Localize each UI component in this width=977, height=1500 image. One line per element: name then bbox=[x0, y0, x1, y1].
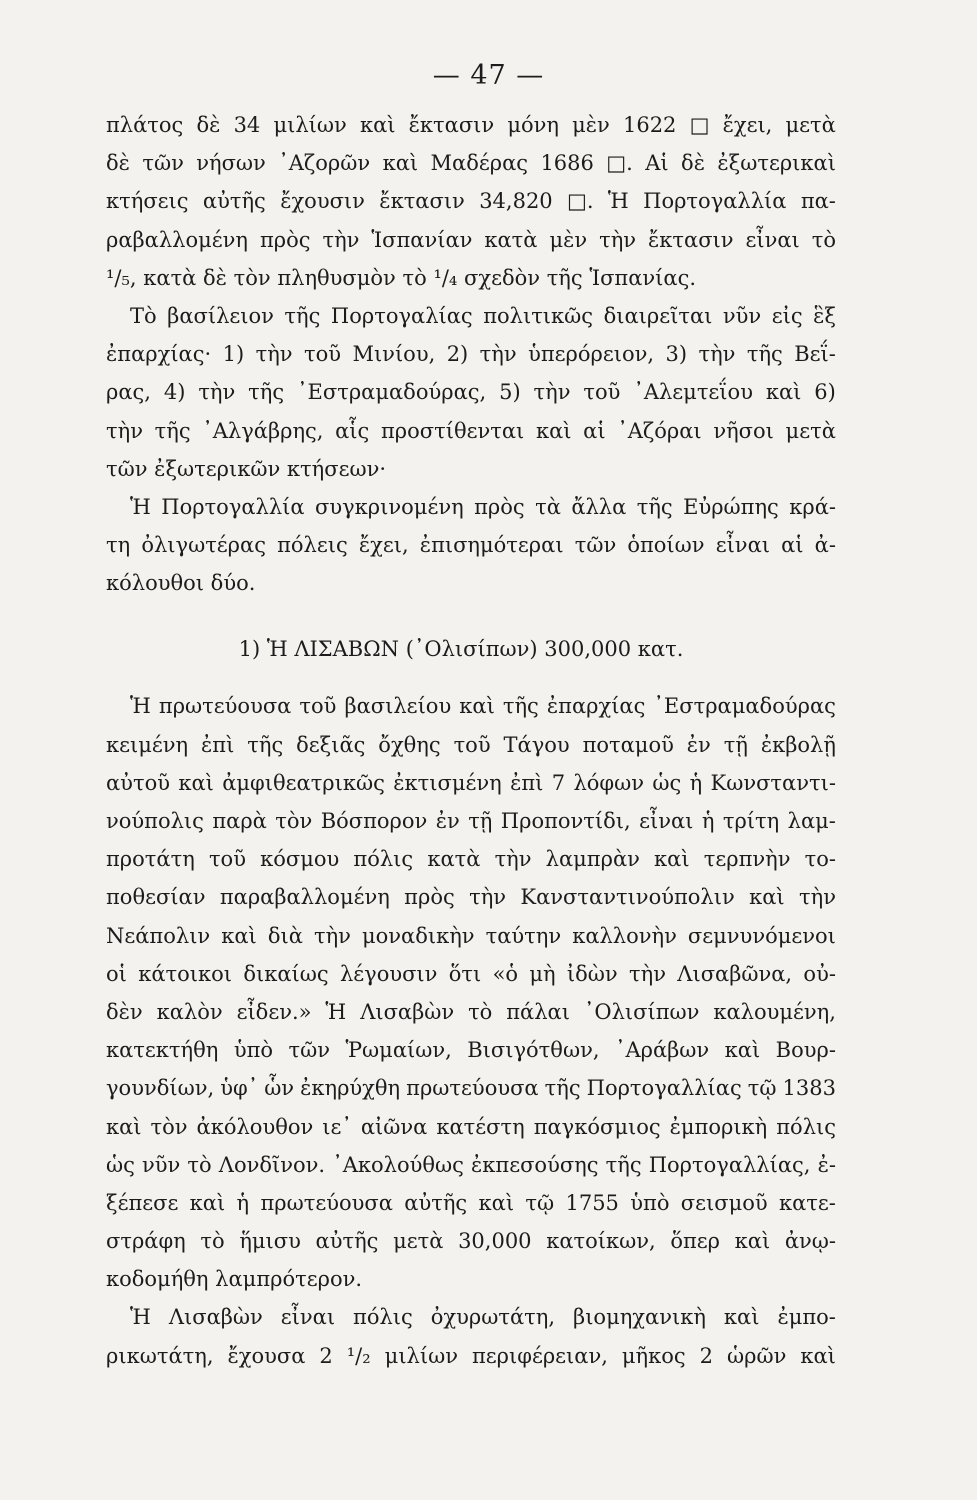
text-line: Τὸ βασίλειον τῆς Πορτογαλίας πολιτικῶς διαιρεῖται νῦν εἰς ἓξ bbox=[130, 303, 836, 328]
text-line: κτήσεις αὐτῆς ἔχουσιν ἔκτασιν 34,820 □. Ἡ Πορτογαλλία πα- bbox=[106, 189, 836, 214]
text-line: τὴν τῆς ᾿Αλγάβρης, αἷς προστίθενται καὶ αἱ ᾿Αζόραι νῆσοι μετὰ bbox=[106, 418, 836, 443]
text-line: Ἡ πρωτεύουσα τοῦ βασιλείου καὶ τῆς ἐπαρχίας ᾿Εστραμαδούρας bbox=[130, 694, 836, 719]
paragraph-lisbon bbox=[106, 693, 836, 1304]
text-line: δὲ τῶν νήσων ᾿Αζορῶν καὶ Μαδέρας 1686 □. Αἱ δὲ ἐξωτερικαὶ bbox=[106, 151, 836, 176]
text-line: κειμένη ἐπὶ τῆς δεξιᾶς ὄχθης τοῦ Τάγου ποταμοῦ ἐν τῇ ἐκβολῇ bbox=[106, 732, 836, 757]
text-line: ἐπαρχίας· 1) τὴν τοῦ Μινίου, 2) τὴν ὑπερόρειον, 3) τὴν τῆς Βεΐ- bbox=[106, 342, 836, 367]
text-line: Ἡ Λισαβὼν εἶναι πόλις ὀχυρωτάτη, βιομηχανικὴ καὶ ἐμπο- bbox=[130, 1305, 836, 1330]
text-line: κοδομήθη λαμπρότερον. bbox=[106, 1267, 363, 1292]
text-line: αὐτοῦ καὶ ἀμφιθεατρικῶς ἐκτισμένη ἐπὶ 7 λόφων ὡς ἡ Κωνσταντι- bbox=[106, 770, 836, 795]
text-line: προτάτη τοῦ κόσμου πόλις κατὰ τὴν λαμπρὰν καὶ τερπνὴν το- bbox=[106, 847, 836, 872]
text-line: ξέπεσε καὶ ἡ πρωτεύουσα αὐτῆς καὶ τῷ 1755 ὑπὸ σεισμοῦ κατε- bbox=[106, 1190, 836, 1215]
text-line: ραβαλλομένη πρὸς τὴν Ἱσπανίαν κατὰ μὲν τὴν ἔκτασιν εἶναι τὸ bbox=[106, 227, 836, 252]
text-line: τῶν ἐξωτερικῶν κτήσεων· bbox=[106, 456, 387, 481]
paragraph-cities bbox=[106, 494, 836, 609]
text-line: ποθεσίαν παραβαλλομένη πρὸς τὴν Κανσταντινούπολιν καὶ τὴν bbox=[106, 885, 836, 910]
text-line: τη ὀλιγωτέρας πόλεις ἔχει, ἐπισημότεραι τῶν ὁποίων εἶναι αἱ ἀ- bbox=[106, 533, 836, 558]
page-text bbox=[106, 112, 836, 1381]
text-line: ὡς νῦν τὸ Λονδῖνον. ᾿Ακολούθως ἐκπεσούσης τῆς Πορτογαλλίας, ἐ- bbox=[106, 1152, 836, 1177]
text-line: καὶ τὸν ἀκόλουθον ιε᾿ αἰῶνα κατέστη παγκόσμιος ἐμπορικὴ πόλις bbox=[106, 1114, 836, 1139]
text-line: πλάτος δὲ 34 μιλίων καὶ ἔκτασιν μόνη μὲν 1622 □ ἔχει, μετὰ bbox=[106, 113, 836, 137]
text-line: δὲν καλὸν εἶδεν.» Ἡ Λισαβὼν τὸ πάλαι ᾿Ολισίπων καλουμένη, bbox=[106, 999, 836, 1024]
paragraph-lisbon-fortified bbox=[106, 1304, 836, 1380]
text-line: ρικωτάτη, ἔχουσα 2 ¹/₂ μιλίων περιφέρειαν, μῆκος 2 ὡρῶν καὶ bbox=[106, 1343, 836, 1368]
text-line: ρας, 4) τὴν τῆς ᾿Εστραμαδούρας, 5) τὴν τοῦ ᾿Αλεμτεΐου καὶ 6) bbox=[106, 380, 836, 405]
paragraph-area bbox=[106, 112, 836, 303]
text-line: ¹/₅, κατὰ δὲ τὸν πληθυσμὸν τὸ ¹/₄ σχεδὸν τῆς Ἱσπανίας. bbox=[106, 265, 697, 290]
text-line: νούπολις παρὰ τὸν Βόσπορον ἐν τῇ Προποντίδι, εἶναι ἡ τρίτη λαμ- bbox=[106, 809, 836, 833]
text-line: Νεάπολιν καὶ διὰ τὴν μοναδικὴν ταύτην καλλονὴν σεμνυνόμενοι bbox=[106, 923, 836, 948]
page-number: — 47 — bbox=[432, 60, 545, 91]
text-line: κατεκτήθη ὑπὸ τῶν Ῥωμαίων, Βισιγότθων, ᾿Αράβων καὶ Βουρ- bbox=[106, 1038, 836, 1063]
text-line: Ἡ Πορτογαλλία συγκρινομένη πρὸς τὰ ἄλλα τῆς Εὐρώπης κρά- bbox=[130, 494, 836, 519]
text-line: κόλουθοι δύο. bbox=[106, 571, 256, 596]
section-heading: 1) Ἡ ΛΙΣΑΒΩΝ (᾿Ολισίπων) 300,000 κατ. bbox=[238, 637, 684, 662]
text-line: γουνδίων, ὑφ᾿ ὧν ἐκηρύχθη πρωτεύουσα τῆς Πορτογαλλίας τῷ 1383 bbox=[106, 1076, 836, 1101]
text-line: στράφη τὸ ἥμισυ αὐτῆς μετὰ 30,000 κατοίκων, ὅπερ καὶ ἀνῳ- bbox=[106, 1229, 836, 1254]
paragraph-divisions bbox=[106, 303, 836, 494]
text-line: οἱ κάτοικοι δικαίως λέγουσιν ὅτι «ὁ μὴ ἰδὼν τὴν Λισαβῶνα, οὐ- bbox=[106, 961, 836, 986]
